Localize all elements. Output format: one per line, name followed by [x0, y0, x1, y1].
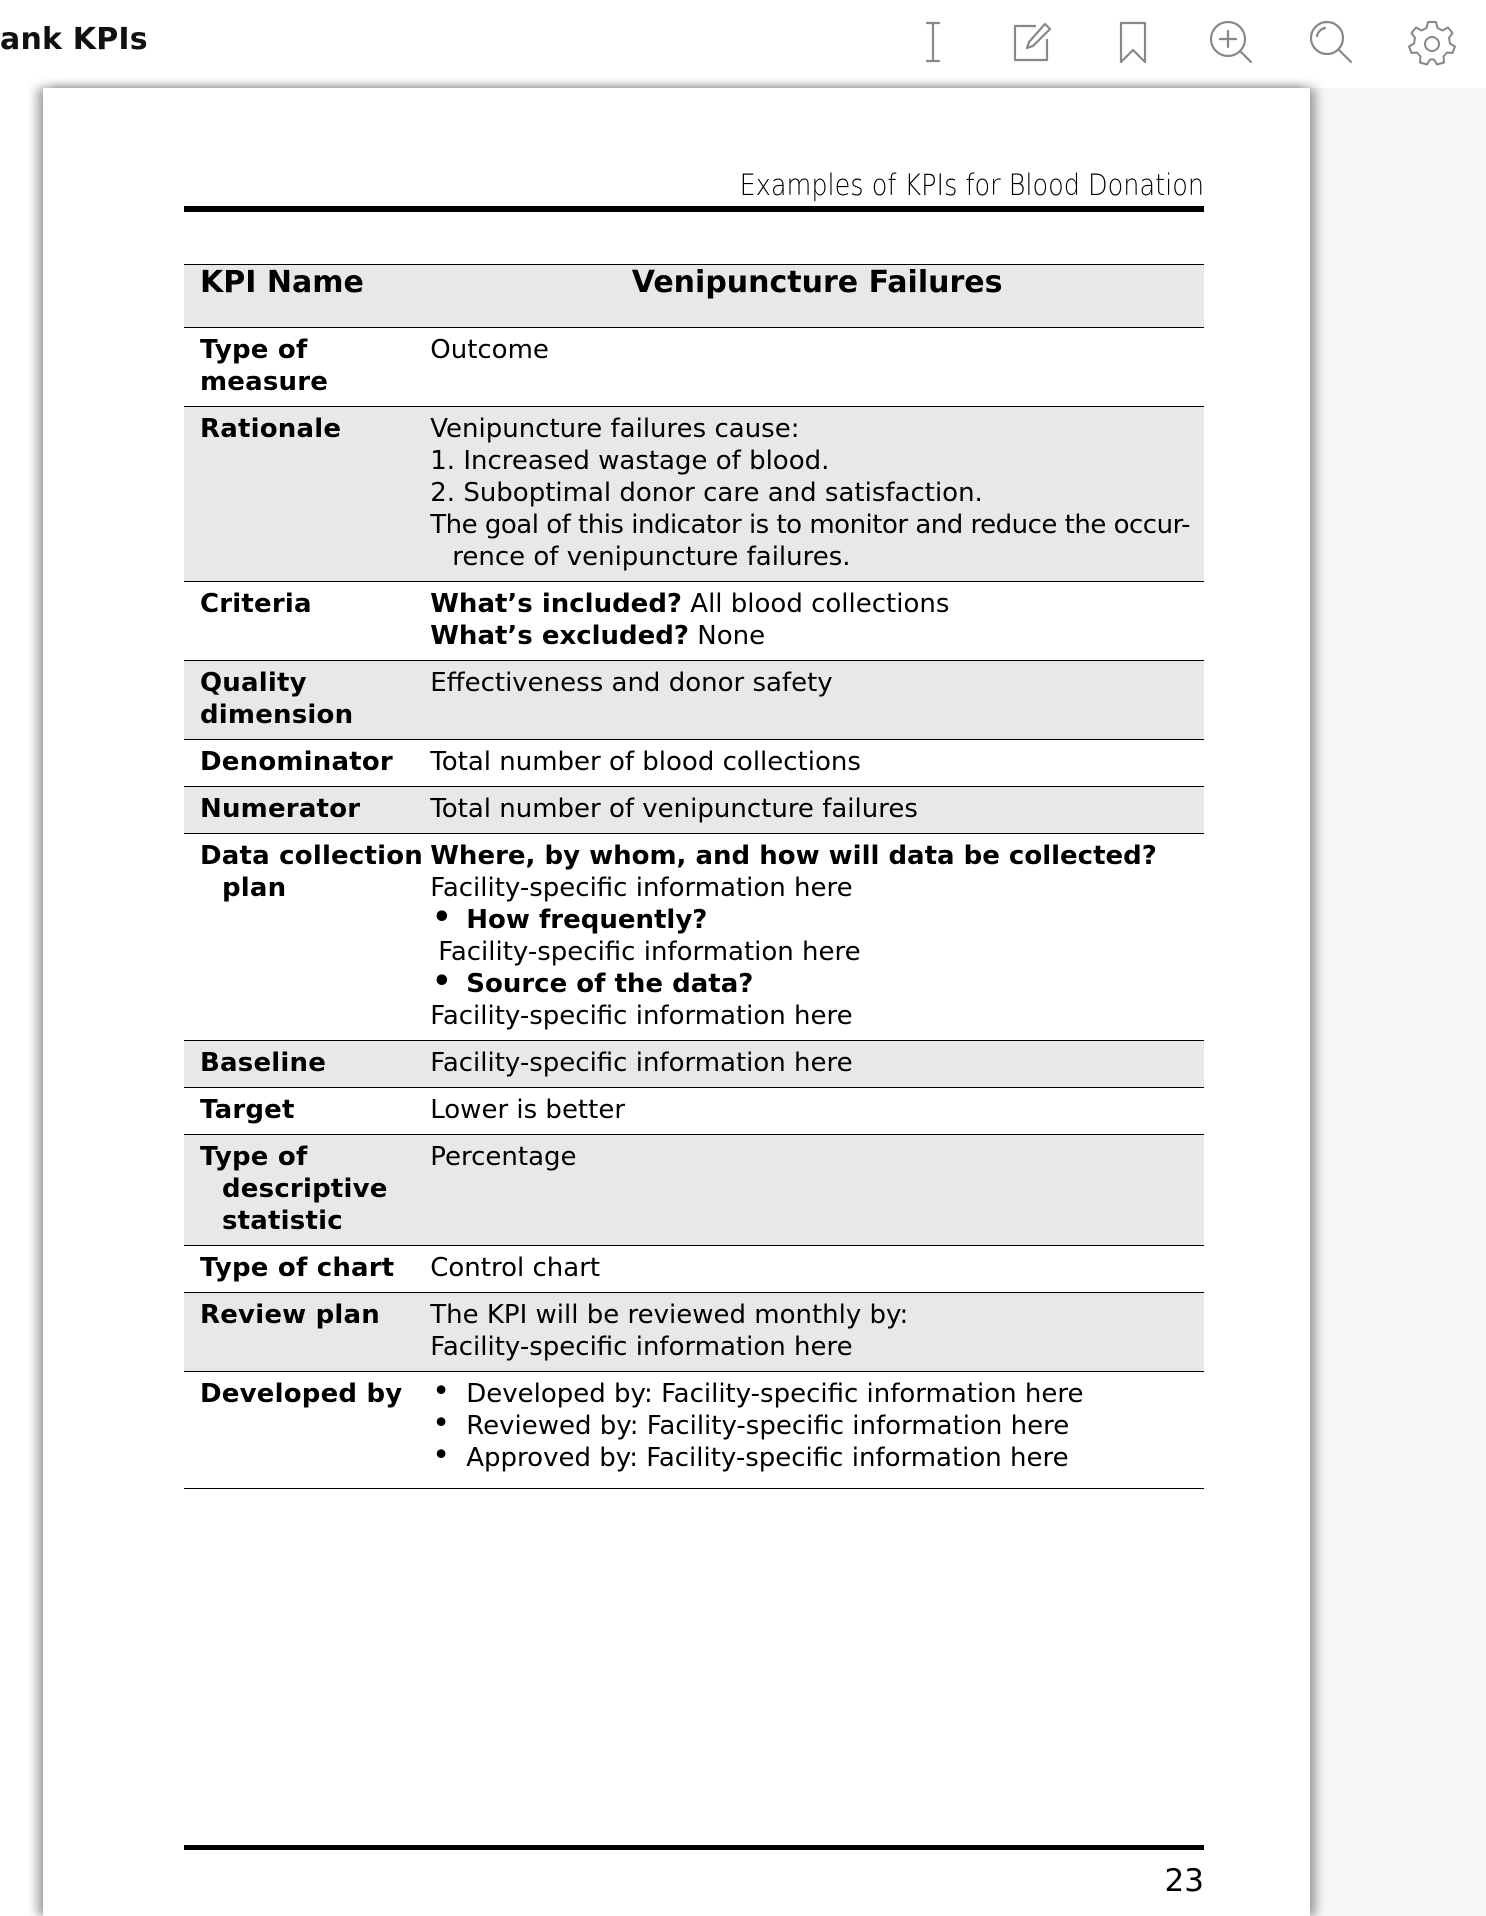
data-collection-answer: Facility-specific information here	[430, 873, 853, 903]
rationale-goal-continued: rence of venipuncture failures.	[452, 542, 851, 572]
review-plan-line: The KPI will be reviewed monthly by:	[430, 1300, 909, 1330]
row-value: Percentage	[430, 1135, 1204, 1246]
table-row	[184, 1372, 1204, 1489]
row-label: Criteria	[184, 582, 430, 661]
row-value	[430, 407, 1204, 582]
row-label-line: statistic	[222, 1206, 343, 1236]
row-label: Numerator	[184, 787, 430, 834]
table-row	[184, 661, 1204, 740]
criteria-excluded-question: What’s excluded?	[430, 621, 689, 651]
table-row	[184, 1088, 1204, 1135]
header-label: KPI Name	[184, 265, 430, 328]
running-head: Examples of KPIs for Blood Donation	[739, 168, 1204, 202]
developed-by-item: • Approved by: Facility-specific information here	[430, 1442, 1190, 1474]
row-label-line: Data collection	[200, 841, 424, 871]
document-page	[43, 88, 1310, 1916]
side-margin	[1310, 88, 1486, 1916]
row-label: Review plan	[184, 1293, 430, 1372]
rationale-goal: The goal of this indicator is to monitor and reduce the occur-	[430, 510, 1190, 540]
row-label: Developed by	[184, 1372, 430, 1489]
table-row	[184, 740, 1204, 787]
row-value: Outcome	[430, 328, 1204, 407]
row-value: Lower is better	[430, 1088, 1204, 1135]
data-collection-question: • Source of the data?	[430, 968, 1190, 1000]
criteria-included-question: What’s included?	[430, 589, 683, 619]
data-collection-question: • How frequently?	[430, 904, 1190, 936]
bookmark-icon[interactable]	[1105, 14, 1161, 70]
data-collection-answer: Facility-specific information here	[438, 937, 861, 967]
row-value	[430, 834, 1204, 1041]
row-value: Facility-specific information here	[430, 1041, 1204, 1088]
row-value: Total number of venipuncture failures	[430, 787, 1204, 834]
text-cursor-icon[interactable]	[905, 14, 961, 70]
data-collection-question: Where, by whom, and how will data be collected?	[430, 841, 1157, 871]
row-value	[430, 1372, 1204, 1489]
search-icon[interactable]	[1303, 14, 1359, 70]
row-label: Quality dimension	[184, 661, 430, 740]
table-row	[184, 582, 1204, 661]
table-row	[184, 1041, 1204, 1088]
row-label: Baseline	[184, 1041, 430, 1088]
zoom-in-icon[interactable]	[1203, 14, 1259, 70]
table-row	[184, 407, 1204, 582]
app-toolbar	[0, 0, 1486, 88]
developed-by-item: • Developed by: Facility-specific information here	[430, 1378, 1190, 1410]
row-label: Rationale	[184, 407, 430, 582]
row-label-line: plan	[222, 873, 287, 903]
table-row	[184, 787, 1204, 834]
rationale-item: 1. Increased wastage of blood.	[430, 446, 830, 476]
annotate-icon[interactable]	[1003, 14, 1059, 70]
table-row	[184, 1246, 1204, 1293]
row-value: Total number of blood collections	[430, 740, 1204, 787]
document-title: ank KPIs	[0, 22, 148, 57]
row-label: Target	[184, 1088, 430, 1135]
table-row	[184, 1135, 1204, 1246]
table-row	[184, 1293, 1204, 1372]
row-label: Type of chart	[184, 1246, 430, 1293]
row-label	[184, 834, 430, 1041]
page-number: 23	[1164, 1863, 1204, 1899]
rationale-intro: Venipuncture failures cause:	[430, 414, 800, 444]
row-value: Effectiveness and donor safety	[430, 661, 1204, 740]
header-kpi-name: Venipuncture Failures	[430, 265, 1204, 328]
row-label-line: descriptive	[222, 1174, 388, 1204]
footer-rule	[184, 1845, 1204, 1850]
settings-icon[interactable]	[1404, 14, 1460, 70]
row-value	[430, 582, 1204, 661]
row-label-line: Type of	[200, 1142, 308, 1172]
kpi-table	[184, 264, 1204, 1489]
row-value	[430, 1293, 1204, 1372]
criteria-excluded-answer: None	[697, 621, 766, 651]
row-value: Control chart	[430, 1246, 1204, 1293]
header-rule	[184, 206, 1204, 212]
data-collection-answer: Facility-specific information here	[430, 1001, 853, 1031]
row-label	[184, 1135, 430, 1246]
developed-by-item: • Reviewed by: Facility-specific information here	[430, 1410, 1190, 1442]
row-label: Type of measure	[184, 328, 430, 407]
table-row	[184, 834, 1204, 1041]
rationale-item: 2. Suboptimal donor care and satisfaction.	[430, 478, 983, 508]
table-header-row	[184, 265, 1204, 328]
criteria-included-answer: All blood collections	[690, 589, 950, 619]
row-label: Denominator	[184, 740, 430, 787]
table-row	[184, 328, 1204, 407]
review-plan-line: Facility-specific information here	[430, 1332, 853, 1362]
